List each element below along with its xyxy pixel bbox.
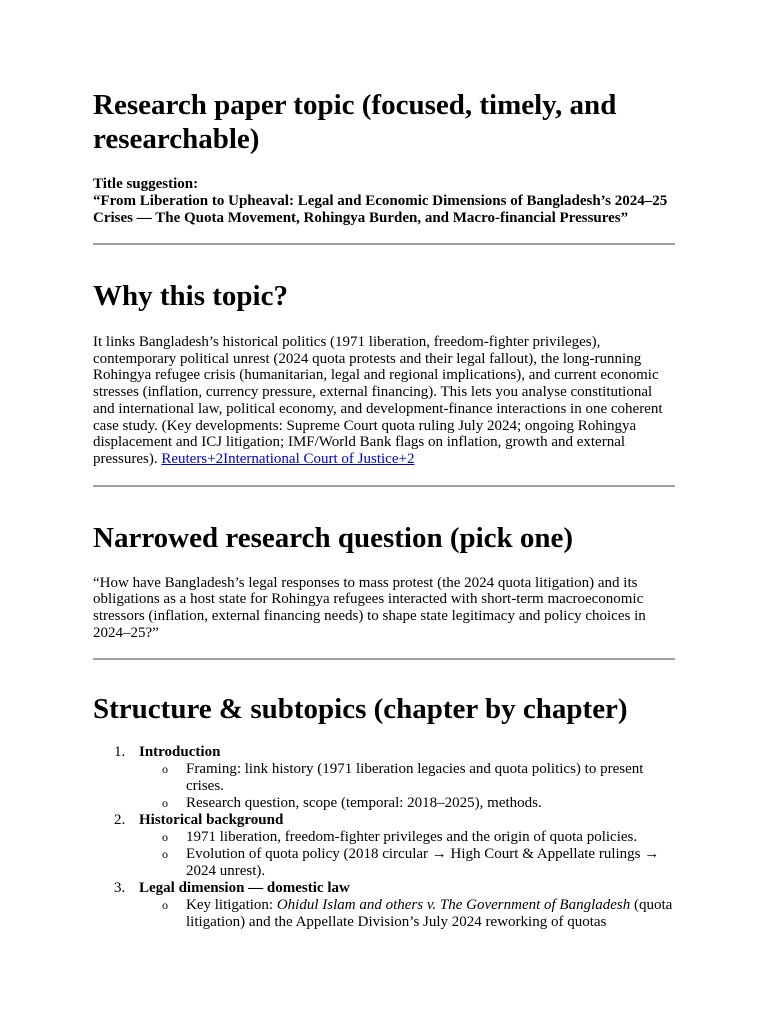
- subtopic-item: [139, 846, 675, 880]
- source-link[interactable]: Reuters+2International Court of Justice+2: [161, 450, 415, 467]
- chapter-item: [93, 812, 675, 880]
- heading-research-topic: Research paper topic (focused, timely, and researchable): [93, 89, 617, 155]
- subtopic-item: [139, 795, 675, 812]
- title-suggestion-label: Title suggestion:: [93, 176, 199, 192]
- chapter-list: [93, 744, 675, 931]
- subtopic-text-suffix: (quota litigation) and the Appellate Division’s July 2024 reworking of quotas: [186, 897, 673, 931]
- case-name: Ohidul Islam and others v. The Government of Bangladesh: [276, 897, 631, 914]
- bullet-icon: o: [162, 762, 168, 777]
- subtopic-text: Framing: link history (1971 liberation legacies and quota politics) to present crises.: [186, 761, 644, 795]
- subtopic-list: [139, 829, 675, 880]
- heading-why-topic: Why this topic?: [93, 280, 288, 312]
- divider: [93, 485, 675, 487]
- why-text: It links Bangladesh’s historical politics (1971 liberation, freedom-fighter privileges), contemporary political unrest (2024 quota protests and their legal fallout), the long-running Rohingya refugee crisis (humanitarian, legal and regional implications), and current economic stresses (inflation, currency pressure, external financing). This lets you analyse constitutional and international law, political economy, and development-finance interactions in one coherent case study. (Key developments: Supreme Court quota ruling July 2024; ongoing Rohingya displacement and ICJ litigation; IMF/World Bank flags on inflation, growth and external pressures).: [93, 334, 663, 467]
- bullet-icon: o: [162, 847, 168, 862]
- bullet-icon: o: [162, 830, 168, 845]
- subtopic-text: Evolution of quota policy (2018 circular → High Court & Appellate rulings → 2024 unrest).: [186, 846, 660, 880]
- chapter-title: Historical background: [139, 812, 284, 829]
- heading-research-question: Narrowed research question (pick one): [93, 521, 574, 554]
- why-paragraph: [93, 334, 675, 468]
- chapter-title: Introduction: [139, 744, 221, 761]
- bullet-icon: o: [162, 796, 168, 811]
- bullet-icon: o: [162, 898, 168, 913]
- subtopic-item: [139, 829, 675, 846]
- chapter-title: Legal dimension — domestic law: [139, 880, 350, 897]
- divider: [93, 658, 675, 660]
- chapter-number: 2.: [114, 812, 126, 829]
- subtopic-text: 1971 liberation, freedom-fighter privileges and the origin of quota policies.: [186, 829, 638, 846]
- research-question-text: “How have Bangladesh’s legal responses to mass protest (the 2024 quota litigation) and its obligations as a host state for Rohingya refugees interacted with short-term macroeconomic stressors (inflation, external financing needs) to shape state legitimacy and policy choices in 2024–25?”: [93, 574, 646, 641]
- divider: [93, 243, 675, 245]
- chapter-number: 3.: [114, 880, 126, 897]
- subtopic-item: [139, 761, 675, 795]
- chapter-item: [93, 744, 675, 812]
- subtopic-list: [139, 761, 675, 812]
- subtopic-item: [139, 897, 675, 931]
- subtopic-list: [139, 897, 675, 931]
- title-suggestion: [93, 176, 675, 227]
- title-suggestion-text: “From Liberation to Upheaval: Legal and Economic Dimensions of Bangladesh’s 2024–25 Crises — The Quota Movement, Rohingya Burden, and Macro-financial Pressures”: [93, 193, 668, 226]
- subtopic-text-prefix: Key litigation:: [186, 897, 277, 914]
- chapter-number: 1.: [114, 744, 126, 761]
- chapter-item: [93, 880, 675, 931]
- subtopic-text: Research question, scope (temporal: 2018–2025), methods.: [186, 795, 542, 812]
- heading-structure: Structure & subtopics (chapter by chapter): [93, 693, 628, 726]
